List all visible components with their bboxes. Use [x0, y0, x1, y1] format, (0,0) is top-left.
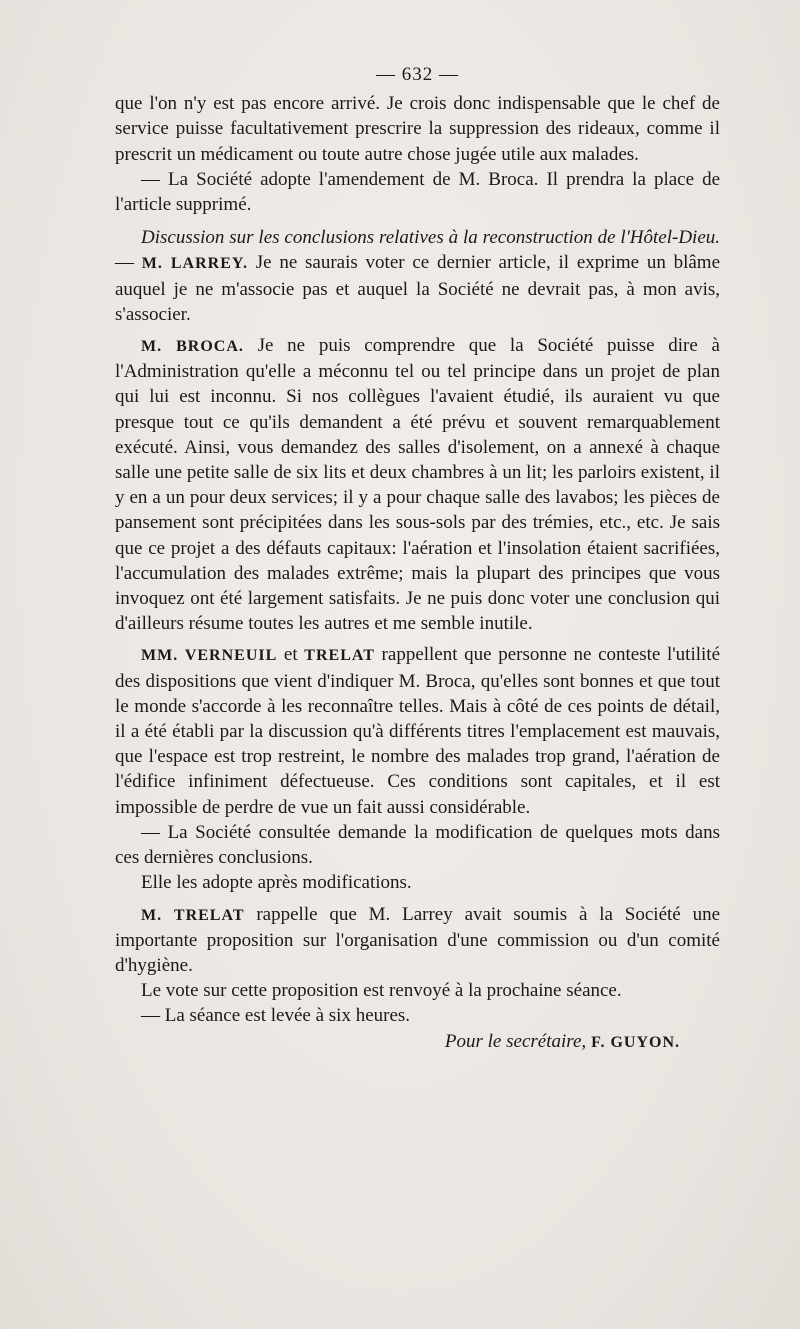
paragraph-discussion-larrey [115, 225, 720, 327]
trelat-text: rappelle que M. Larrey avait soumis à la Société une importante proposition sur l'organisation d'une commission ou d'un comité d'hygiène. [115, 903, 720, 976]
speaker-verneuil: MM. VERNEUIL [141, 647, 278, 665]
signature-name: F. GUYON. [586, 1033, 680, 1051]
page-number: — 632 — [376, 64, 459, 85]
speaker-broca: M. BROCA. [141, 338, 244, 356]
speaker-trelat-2: M. TRELAT [141, 906, 245, 924]
verneuil-trelat-text: rappellent que personne ne conteste l'utilité des dispositions que vient d'indiquer M. Broca, qu'elles sont bonnes et que tout le monde s'accorde à les reconnaître telles. Mais à côté de ces points de détail, il a été établi par la discussion qu'à différents titres l'emplacement est mauvais, que l'espace est trop restreint, le nombre des malades trop grand, l'aération de l'édifice infiniment défectueuse. Ces conditions sont capitales, et il est impossible de perdre de vue un fait aussi considérable. [115, 644, 720, 818]
paragraph-society-consulted: — La Société consultée demande la modification de quelques mots dans ces dernières conclusions. [115, 821, 720, 869]
paragraph-verneuil-trelat [115, 642, 720, 819]
paragraph-broca [115, 333, 720, 636]
signature-prefix: Pour le secrétaire, [444, 1030, 587, 1052]
speaker-trelat: TRELAT [304, 647, 375, 665]
larrey-text: Je ne saurais voter ce dernier article, il exprime un blâme auquel je ne m'associe pas et auquel la Société ne devrait pas, à mon avis, s'associer. [115, 252, 721, 325]
paragraph-vote: Le vote sur cette proposition est renvoyé à la prochaine séance. [141, 980, 622, 1002]
speaker-larrey: M. LARREY. [141, 255, 248, 273]
paragraph-amendment-adopted: — La Société adopte l'amendement de M. Broca. Il prendra la place de l'article supprimé. [115, 168, 720, 216]
conjunction: et [277, 644, 305, 666]
signature [115, 1029, 720, 1055]
page-text [115, 62, 720, 1055]
paragraph-session-end: — La séance est levée à six heures. [141, 1005, 411, 1027]
broca-text: Je ne puis comprendre que la Société puisse dire à l'Administration qu'elle a méconnu tel ou tel principe dans un projet de plan qui lui est inconnu. Si nos collègues l'avaient étudié, ils auraient vu que presque tout ce qu'ils demandent a été prévu et souvent remarquablement exécuté. Ainsi, vous demandez des salles d'isolement, on a annexé à chaque salle une petite salle de six lits et deux chambres à un lit; les parloirs existent, il y en a un pour deux services; il y a pour chaque salle des lavabos; les pièces de pansement sont précipitées dans les sous-sols par des trémies, etc., etc. Je sais que ce projet a des défauts capitaux: l'aération et l'insolation étaient sacrifiées, l'accumulation des malades extrême; mais la plupart des principes que vous invoquez ont été largement satisfaits. Je ne puis donc voter une conclusion qui d'ailleurs résume toutes les autres et me semble inutile. [115, 335, 720, 635]
paragraph-adoption: Elle les adopte après modifications. [141, 872, 412, 894]
section-title: Discussion sur les conclusions relatives à la reconstruction de l'Hôtel-Dieu. [141, 227, 720, 249]
title-dash: — [115, 252, 142, 274]
paragraph-trelat [115, 902, 720, 979]
paragraph-continuation: que l'on n'y est pas encore arrivé. Je crois donc indispensable que le chef de service puisse facultativement prescrire la suppression des rideaux, comme il prescrit un médicament ou toute autre chose jugée utile aux malades. [115, 93, 720, 165]
